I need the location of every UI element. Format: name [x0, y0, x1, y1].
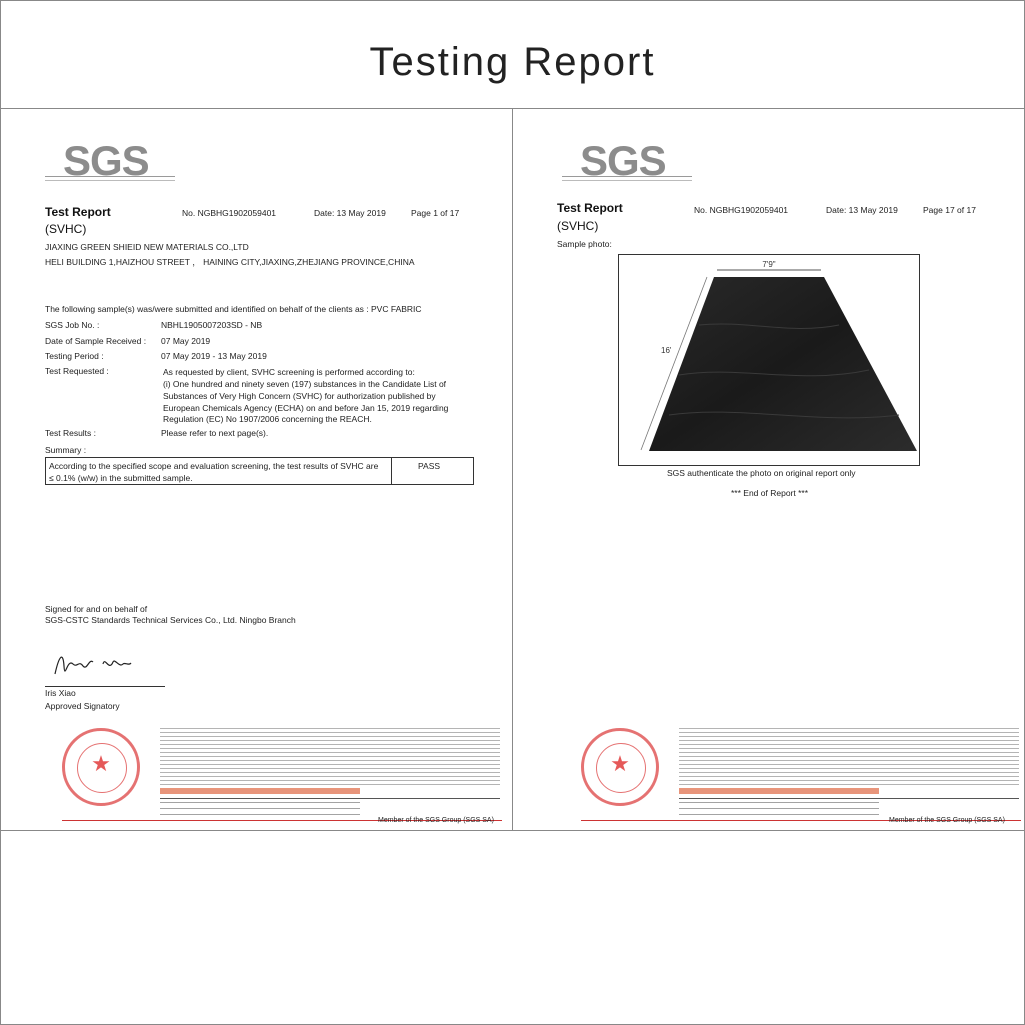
- sgs-logo: SGS: [63, 136, 173, 186]
- sample-photo-label: Sample photo:: [557, 239, 612, 249]
- page-number: Page 17 of 17: [923, 205, 976, 215]
- legal-fine-print: [679, 728, 1019, 788]
- page-title: Testing Report: [369, 40, 656, 84]
- inspection-stamp: [581, 728, 659, 806]
- summary-text: According to the specified scope and evaluation screening, the test results of SVHC are: [49, 461, 379, 471]
- field-value: 07 May 2019 - 13 May 2019: [161, 351, 267, 361]
- report-date: Date: 13 May 2019: [314, 208, 386, 218]
- test-results-label: Test Results :: [45, 428, 97, 438]
- field-label: Testing Period :: [45, 351, 104, 361]
- dimension-length: 16': [661, 346, 672, 355]
- address-lines: [160, 802, 360, 816]
- dimension-width: 7'9": [762, 260, 776, 269]
- signature-image: [45, 646, 145, 686]
- client-name: JIAXING GREEN SHIEID NEW MATERIALS CO.,LTD: [45, 242, 249, 252]
- report-subtitle: (SVHC): [557, 219, 599, 233]
- report-page-17: [513, 108, 1025, 830]
- test-requested-line: Regulation (EC) No 1907/2006 concerning the REACH.: [163, 414, 372, 424]
- summary-result: PASS: [418, 461, 441, 471]
- field-label: Date of Sample Received :: [45, 336, 147, 346]
- report-title: Test Report: [45, 205, 111, 219]
- report-date: Date: 13 May 2019: [826, 205, 898, 215]
- bottom-divider: [0, 830, 1025, 831]
- summary-text: ≤ 0.1% (w/w) in the submitted sample.: [49, 473, 193, 483]
- inspection-stamp: [62, 728, 140, 806]
- test-requested-line: (i) One hundred and ninety seven (197) substances in the Candidate List of: [163, 379, 447, 389]
- test-requested-line: As requested by client, SVHC screening is performed according to:: [163, 367, 415, 377]
- sample-photo: [618, 254, 920, 466]
- page-number: Page 1 of 17: [411, 208, 460, 218]
- summary-label: Summary :: [45, 445, 87, 455]
- field-value: 07 May 2019: [161, 336, 211, 346]
- client-address: HELI BUILDING 1,HAIZHOU STREET ， HAINING CITY,JIAXING,ZHEJIANG PROVINCE,CHINA: [45, 257, 415, 267]
- field-value: NBHL1905007203SD - NB: [161, 320, 263, 330]
- signature-line: [45, 686, 165, 687]
- report-title: Test Report: [557, 201, 623, 215]
- star-icon: ★: [91, 751, 111, 776]
- report-page-1: [0, 108, 513, 830]
- signed-company: SGS-CSTC Standards Technical Services Co., Ltd. Ningbo Branch: [45, 615, 296, 625]
- summary-table: [45, 457, 474, 485]
- signatory-title: Approved Signatory: [45, 701, 120, 711]
- signatory-name: Iris Xiao: [45, 688, 76, 698]
- footer-legal: [62, 728, 502, 818]
- test-results-value: Please refer to next page(s).: [161, 428, 269, 438]
- test-requested-label: Test Requested :: [45, 366, 109, 376]
- end-of-report: *** End of Report ***: [731, 488, 809, 498]
- member-text: Member of the SGS Group (SGS SA): [889, 817, 1005, 824]
- field-label: SGS Job No. :: [45, 320, 100, 330]
- pvc-tarp-image: [619, 255, 919, 465]
- member-text: Member of the SGS Group (SGS SA): [378, 817, 494, 824]
- legal-fine-print: [160, 728, 500, 788]
- report-number: No. NGBHG1902059401: [182, 208, 277, 218]
- report-subtitle: (SVHC): [45, 222, 87, 236]
- test-requested-line: European Chemicals Agency (ECHA) on and before Jan 15, 2019 regarding: [163, 403, 449, 413]
- report-number: No. NGBHG1902059401: [694, 205, 789, 215]
- address-lines: [679, 802, 879, 816]
- intro-text: The following sample(s) was/were submitted and identified on behalf of the clients as : PVC FABRIC: [45, 304, 422, 314]
- star-icon: ★: [610, 751, 630, 776]
- sgs-logo: SGS: [580, 136, 690, 186]
- test-requested-line: Substances of Very High Concern (SVHC) for authorization published by: [163, 391, 436, 401]
- title-bar: [0, 0, 1025, 109]
- photo-caption: SGS authenticate the photo on original report only: [667, 468, 856, 478]
- footer-legal: [581, 728, 1021, 818]
- signed-text: Signed for and on behalf of: [45, 604, 148, 614]
